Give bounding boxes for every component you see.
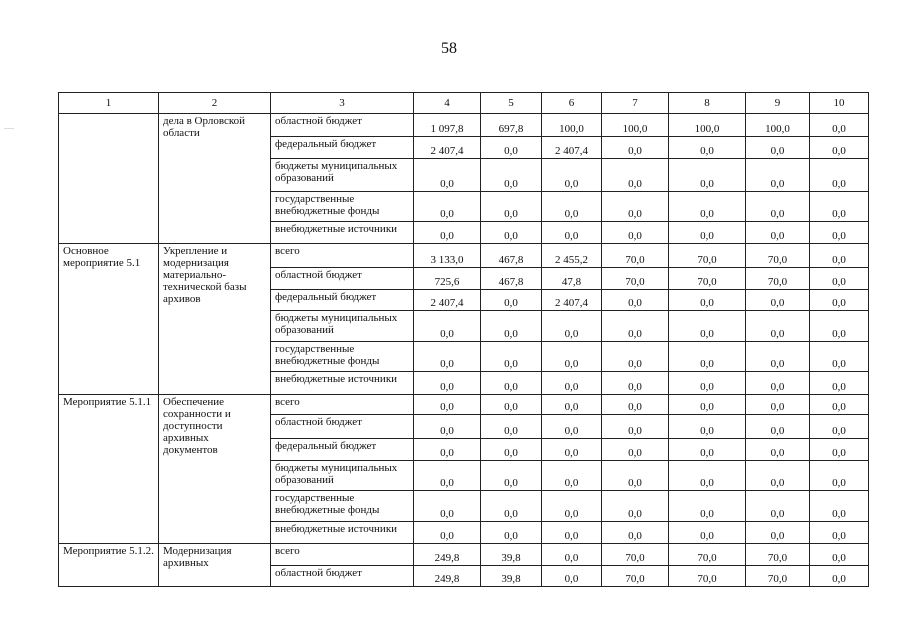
value-cell-col7: 0,0 bbox=[602, 415, 669, 439]
value-cell-col8: 0,0 bbox=[669, 491, 746, 522]
value-cell-col4: 0,0 bbox=[414, 491, 481, 522]
column-header-8: 8 bbox=[669, 93, 746, 114]
funding-source-cell: внебюджетные источники bbox=[271, 522, 414, 544]
value-cell-col8: 100,0 bbox=[669, 114, 746, 137]
value-cell-col9: 0,0 bbox=[746, 222, 810, 244]
value-cell-col10: 0,0 bbox=[810, 290, 869, 311]
value-cell-col8: 0,0 bbox=[669, 192, 746, 222]
activity-code-cell: Мероприятие 5.1.2. bbox=[59, 544, 159, 587]
column-header-2: 2 bbox=[159, 93, 271, 114]
value-cell-col5: 0,0 bbox=[481, 395, 542, 415]
value-cell-col5: 467,8 bbox=[481, 244, 542, 268]
value-cell-col10: 0,0 bbox=[810, 311, 869, 342]
value-cell-col6: 2 455,2 bbox=[542, 244, 602, 268]
column-header-6: 6 bbox=[542, 93, 602, 114]
value-cell-col4: 249,8 bbox=[414, 544, 481, 566]
value-cell-col6: 0,0 bbox=[542, 311, 602, 342]
value-cell-col8: 0,0 bbox=[669, 461, 746, 491]
value-cell-col5: 697,8 bbox=[481, 114, 542, 137]
value-cell-col6: 0,0 bbox=[542, 222, 602, 244]
value-cell-col5: 0,0 bbox=[481, 439, 542, 461]
value-cell-col7: 70,0 bbox=[602, 268, 669, 290]
value-cell-col5: 0,0 bbox=[481, 137, 542, 159]
value-cell-col4: 725,6 bbox=[414, 268, 481, 290]
value-cell-col9: 0,0 bbox=[746, 311, 810, 342]
value-cell-col4: 0,0 bbox=[414, 311, 481, 342]
value-cell-col6: 0,0 bbox=[542, 544, 602, 566]
value-cell-col4: 0,0 bbox=[414, 222, 481, 244]
activity-name-cell: дела в Орловской области bbox=[159, 114, 271, 244]
funding-source-cell: бюджеты муниципальных образований bbox=[271, 311, 414, 342]
value-cell-col4: 0,0 bbox=[414, 372, 481, 395]
budget-table-container bbox=[58, 92, 869, 587]
value-cell-col8: 0,0 bbox=[669, 522, 746, 544]
page-number: 58 bbox=[441, 40, 457, 57]
value-cell-col4: 0,0 bbox=[414, 342, 481, 372]
value-cell-col8: 70,0 bbox=[669, 544, 746, 566]
value-cell-col10: 0,0 bbox=[810, 415, 869, 439]
value-cell-col7: 0,0 bbox=[602, 222, 669, 244]
value-cell-col10: 0,0 bbox=[810, 159, 869, 192]
funding-source-cell: областной бюджет bbox=[271, 268, 414, 290]
column-header-10: 10 bbox=[810, 93, 869, 114]
funding-source-cell: областной бюджет bbox=[271, 114, 414, 137]
funding-source-cell: бюджеты муниципальных образований bbox=[271, 159, 414, 192]
value-cell-col7: 0,0 bbox=[602, 395, 669, 415]
value-cell-col6: 100,0 bbox=[542, 114, 602, 137]
funding-source-cell: внебюджетные источники bbox=[271, 372, 414, 395]
value-cell-col10: 0,0 bbox=[810, 222, 869, 244]
activity-name-cell: Модернизация архивных bbox=[159, 544, 271, 587]
value-cell-col6: 0,0 bbox=[542, 439, 602, 461]
value-cell-col5: 0,0 bbox=[481, 342, 542, 372]
value-cell-col5: 39,8 bbox=[481, 566, 542, 587]
value-cell-col6: 0,0 bbox=[542, 159, 602, 192]
value-cell-col6: 0,0 bbox=[542, 522, 602, 544]
value-cell-col7: 0,0 bbox=[602, 290, 669, 311]
value-cell-col10: 0,0 bbox=[810, 395, 869, 415]
funding-source-cell: государственные внебюджетные фонды bbox=[271, 192, 414, 222]
value-cell-col4: 0,0 bbox=[414, 395, 481, 415]
value-cell-col8: 0,0 bbox=[669, 222, 746, 244]
value-cell-col8: 0,0 bbox=[669, 342, 746, 372]
value-cell-col5: 0,0 bbox=[481, 415, 542, 439]
value-cell-col9: 0,0 bbox=[746, 372, 810, 395]
value-cell-col10: 0,0 bbox=[810, 522, 869, 544]
value-cell-col5: 0,0 bbox=[481, 522, 542, 544]
value-cell-col10: 0,0 bbox=[810, 268, 869, 290]
funding-source-cell: федеральный бюджет bbox=[271, 137, 414, 159]
value-cell-col6: 47,8 bbox=[542, 268, 602, 290]
value-cell-col7: 0,0 bbox=[602, 159, 669, 192]
value-cell-col10: 0,0 bbox=[810, 439, 869, 461]
value-cell-col9: 0,0 bbox=[746, 192, 810, 222]
funding-source-cell: федеральный бюджет bbox=[271, 439, 414, 461]
value-cell-col10: 0,0 bbox=[810, 491, 869, 522]
value-cell-col8: 0,0 bbox=[669, 159, 746, 192]
column-header-5: 5 bbox=[481, 93, 542, 114]
value-cell-col10: 0,0 bbox=[810, 372, 869, 395]
scan-margin-mark bbox=[4, 128, 14, 129]
funding-source-cell: областной бюджет bbox=[271, 415, 414, 439]
table-row bbox=[59, 114, 869, 137]
value-cell-col9: 0,0 bbox=[746, 159, 810, 192]
value-cell-col8: 0,0 bbox=[669, 311, 746, 342]
value-cell-col4: 2 407,4 bbox=[414, 137, 481, 159]
value-cell-col9: 0,0 bbox=[746, 491, 810, 522]
value-cell-col9: 0,0 bbox=[746, 342, 810, 372]
value-cell-col8: 0,0 bbox=[669, 439, 746, 461]
column-header-9: 9 bbox=[746, 93, 810, 114]
value-cell-col9: 100,0 bbox=[746, 114, 810, 137]
value-cell-col8: 0,0 bbox=[669, 395, 746, 415]
value-cell-col10: 0,0 bbox=[810, 544, 869, 566]
value-cell-col5: 0,0 bbox=[481, 372, 542, 395]
table-row bbox=[59, 395, 869, 415]
funding-source-cell: федеральный бюджет bbox=[271, 290, 414, 311]
value-cell-col8: 70,0 bbox=[669, 566, 746, 587]
value-cell-col8: 0,0 bbox=[669, 137, 746, 159]
value-cell-col10: 0,0 bbox=[810, 244, 869, 268]
value-cell-col10: 0,0 bbox=[810, 192, 869, 222]
activity-code-cell: Основное мероприятие 5.1 bbox=[59, 244, 159, 395]
activity-name-cell: Укрепление и модернизация материально-технической базы архивов bbox=[159, 244, 271, 395]
activity-name-cell: Обеспечение сохранности и доступности архивных документов bbox=[159, 395, 271, 544]
value-cell-col4: 3 133,0 bbox=[414, 244, 481, 268]
value-cell-col9: 70,0 bbox=[746, 268, 810, 290]
value-cell-col7: 0,0 bbox=[602, 342, 669, 372]
table-row bbox=[59, 544, 869, 566]
value-cell-col5: 0,0 bbox=[481, 222, 542, 244]
value-cell-col6: 0,0 bbox=[542, 395, 602, 415]
value-cell-col5: 0,0 bbox=[481, 159, 542, 192]
value-cell-col10: 0,0 bbox=[810, 137, 869, 159]
funding-source-cell: государственные внебюджетные фонды bbox=[271, 342, 414, 372]
value-cell-col7: 0,0 bbox=[602, 461, 669, 491]
value-cell-col4: 2 407,4 bbox=[414, 290, 481, 311]
column-header-7: 7 bbox=[602, 93, 669, 114]
value-cell-col6: 0,0 bbox=[542, 372, 602, 395]
value-cell-col7: 70,0 bbox=[602, 544, 669, 566]
funding-source-cell: всего bbox=[271, 244, 414, 268]
value-cell-col9: 0,0 bbox=[746, 439, 810, 461]
activity-code-cell bbox=[59, 114, 159, 244]
column-header-3: 3 bbox=[271, 93, 414, 114]
value-cell-col10: 0,0 bbox=[810, 114, 869, 137]
table-body bbox=[59, 114, 869, 587]
value-cell-col4: 249,8 bbox=[414, 566, 481, 587]
funding-source-cell: государственные внебюджетные фонды bbox=[271, 491, 414, 522]
value-cell-col4: 0,0 bbox=[414, 522, 481, 544]
value-cell-col7: 0,0 bbox=[602, 372, 669, 395]
value-cell-col5: 0,0 bbox=[481, 311, 542, 342]
value-cell-col7: 0,0 bbox=[602, 522, 669, 544]
value-cell-col10: 0,0 bbox=[810, 342, 869, 372]
value-cell-col6: 0,0 bbox=[542, 415, 602, 439]
column-header-4: 4 bbox=[414, 93, 481, 114]
value-cell-col9: 0,0 bbox=[746, 395, 810, 415]
value-cell-col9: 0,0 bbox=[746, 461, 810, 491]
value-cell-col7: 100,0 bbox=[602, 114, 669, 137]
budget-table bbox=[58, 92, 869, 587]
value-cell-col6: 2 407,4 bbox=[542, 137, 602, 159]
value-cell-col8: 70,0 bbox=[669, 244, 746, 268]
value-cell-col6: 0,0 bbox=[542, 342, 602, 372]
value-cell-col4: 1 097,8 bbox=[414, 114, 481, 137]
value-cell-col5: 39,8 bbox=[481, 544, 542, 566]
value-cell-col9: 0,0 bbox=[746, 137, 810, 159]
value-cell-col6: 0,0 bbox=[542, 566, 602, 587]
funding-source-cell: внебюджетные источники bbox=[271, 222, 414, 244]
value-cell-col5: 0,0 bbox=[481, 192, 542, 222]
value-cell-col4: 0,0 bbox=[414, 159, 481, 192]
value-cell-col9: 70,0 bbox=[746, 244, 810, 268]
header-row bbox=[59, 93, 869, 114]
value-cell-col5: 0,0 bbox=[481, 491, 542, 522]
value-cell-col7: 0,0 bbox=[602, 491, 669, 522]
value-cell-col7: 0,0 bbox=[602, 311, 669, 342]
value-cell-col8: 0,0 bbox=[669, 372, 746, 395]
value-cell-col6: 0,0 bbox=[542, 192, 602, 222]
value-cell-col9: 70,0 bbox=[746, 566, 810, 587]
value-cell-col7: 0,0 bbox=[602, 137, 669, 159]
value-cell-col7: 0,0 bbox=[602, 439, 669, 461]
value-cell-col9: 0,0 bbox=[746, 415, 810, 439]
value-cell-col8: 70,0 bbox=[669, 268, 746, 290]
value-cell-col4: 0,0 bbox=[414, 461, 481, 491]
value-cell-col5: 0,0 bbox=[481, 290, 542, 311]
funding-source-cell: всего bbox=[271, 395, 414, 415]
value-cell-col5: 467,8 bbox=[481, 268, 542, 290]
value-cell-col6: 0,0 bbox=[542, 461, 602, 491]
funding-source-cell: областной бюджет bbox=[271, 566, 414, 587]
funding-source-cell: бюджеты муниципальных образований bbox=[271, 461, 414, 491]
value-cell-col9: 0,0 bbox=[746, 290, 810, 311]
value-cell-col6: 0,0 bbox=[542, 491, 602, 522]
value-cell-col9: 70,0 bbox=[746, 544, 810, 566]
value-cell-col7: 0,0 bbox=[602, 192, 669, 222]
value-cell-col8: 0,0 bbox=[669, 290, 746, 311]
value-cell-col7: 70,0 bbox=[602, 244, 669, 268]
value-cell-col10: 0,0 bbox=[810, 566, 869, 587]
value-cell-col7: 70,0 bbox=[602, 566, 669, 587]
activity-code-cell: Мероприятие 5.1.1 bbox=[59, 395, 159, 544]
value-cell-col9: 0,0 bbox=[746, 522, 810, 544]
value-cell-col5: 0,0 bbox=[481, 461, 542, 491]
value-cell-col4: 0,0 bbox=[414, 192, 481, 222]
funding-source-cell: всего bbox=[271, 544, 414, 566]
value-cell-col4: 0,0 bbox=[414, 415, 481, 439]
table-row bbox=[59, 244, 869, 268]
value-cell-col4: 0,0 bbox=[414, 439, 481, 461]
value-cell-col8: 0,0 bbox=[669, 415, 746, 439]
value-cell-col10: 0,0 bbox=[810, 461, 869, 491]
value-cell-col6: 2 407,4 bbox=[542, 290, 602, 311]
column-header-1: 1 bbox=[59, 93, 159, 114]
